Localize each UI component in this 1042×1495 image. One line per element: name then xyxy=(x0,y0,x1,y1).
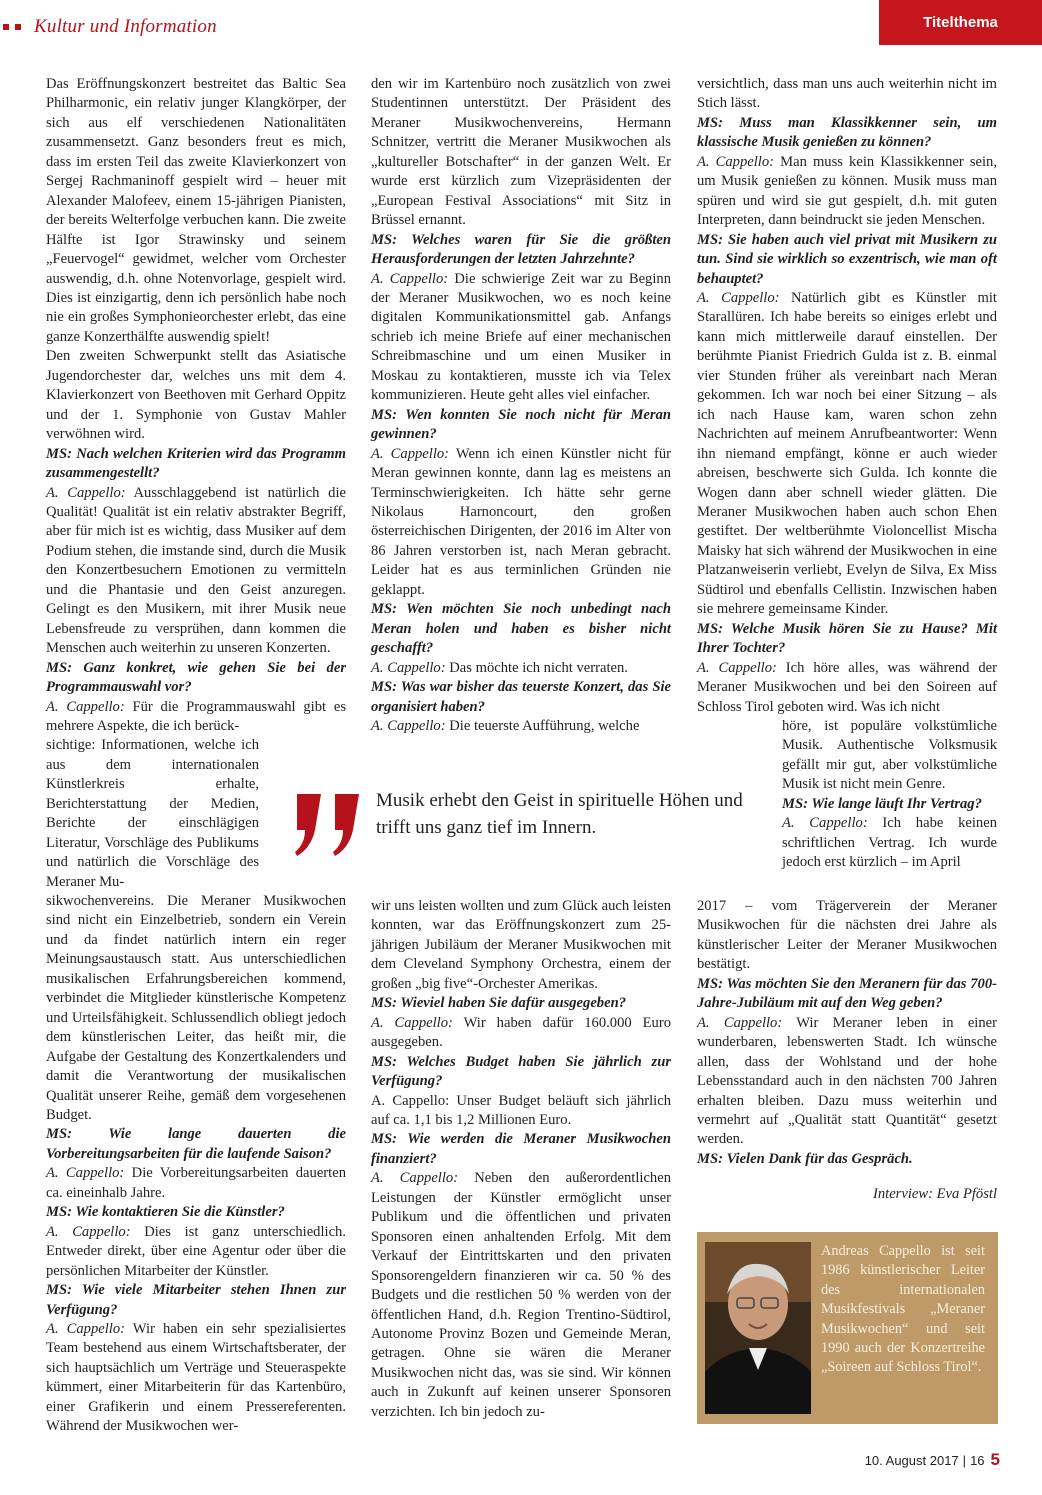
paragraph: versichtlich, dass man uns auch weiterhin nicht im Stich lässt. xyxy=(697,76,997,112)
answer xyxy=(371,717,671,736)
paragraph: Den zweiten Schwerpunkt stellt das Asiatische Jugendorchester dar, welches uns mit dem 4. Klavierkonzert von Beethoven mit Gerhard Oppitz und der 1. Symphonie von Gustav Mahler verwöhnen wird. xyxy=(46,348,346,443)
question: MS: Wieviel haben Sie dafür ausgegeben? xyxy=(371,995,626,1012)
question: MS: Wen möchten Sie noch unbedingt nach Meran holen und haben es bisher nicht geschafft? xyxy=(371,601,671,657)
answer xyxy=(46,484,346,659)
answer xyxy=(46,1223,346,1281)
column-2-top xyxy=(371,75,671,736)
speaker-label: A. Cappello: xyxy=(46,484,126,501)
answer-text: Das möchte ich nicht verraten. xyxy=(445,659,628,676)
answer xyxy=(371,659,671,678)
bio-text: Andreas Cappello ist seit 1986 künstlerischer Leiter des internationalen Musikfestivals „Meraner Musikwochen“ und seit 1990 auch der Konzertreihe „Soireen auf Schloss Tirol“. xyxy=(821,1243,985,1376)
speaker-label: A. Cappello: xyxy=(371,1014,453,1031)
question: MS: Was möchten Sie den Meranern für das 700-Jahre-Jubiläum mit auf den Weg geben? xyxy=(697,975,997,1012)
issue-date: 10. August 2017 xyxy=(864,1453,959,1468)
indented-block xyxy=(782,717,997,873)
header-bullets xyxy=(3,24,31,34)
answer xyxy=(46,698,346,737)
paragraph: Das Eröffnungskonzert bestreitet das Baltic Sea Philharmonic, ein relativ junger Klangkörper, der sich aus elf verschiedenen Nationalitäten zusammensetzt. Ganz besonders freut es mich, dass im ersten Teil das zweite Klavierkonzert von Sergej Rachmaninoff gespielt wird – heuer mit Alexander Malofeev, einem 15-jährigen Pianisten, der bereits Welterfolge verbuchen kann. Die zweite Hälfte ist Igor Strawinsky und seinem „Feuervogel“ gewidmet, welcher vom Orchester auswendig, d.h. ohne Notenvorlage, gespielt wird. Dies ist einzigartig, denn ich persönlich habe noch nie ein großes Symphonieorchester erlebt, das eine ganze Konzerthälfte auswendig spielt! xyxy=(46,76,346,345)
answer-text: Dies ist ganz unterschiedlich. Entweder direkt, über eine Agentur oder über die persönlichen Mitarbeiter der Künstler. xyxy=(46,1223,346,1279)
speaker-label: A. Cappello: xyxy=(46,1223,131,1240)
answer-text: Ausschlaggebend ist natürlich die Qualität! Qualität ist ein relativ abstrakter Begriff, aber für mich ist es wichtig, dass Musiker auf dem Podium stehen, die imstande sind, durch die Musik den Konzertbesuchern Emotionen zu vermitteln und die Phantasie und den Geist anzuregen. Gelingt es den Musikern, mit ihrer Musik neue Lebensfreude zu versprühen, dann kommen die Menschen auch weiterhin zu unseren Konzerten. xyxy=(46,484,346,657)
page-number: 5 xyxy=(990,1450,1000,1469)
answer-text: Die Vorbereitungsarbeiten dauerten ca. eineinhalb Jahre. xyxy=(46,1165,346,1201)
answer-text: Natürlich gibt es Künstler mit Starallüren. Ich habe bereits so einiges erlebt und kann mich mittlerweile darauf einstellen. Der berühmte Pianist Friedrich Gulda ist z. B. einmal vier Stunden früher als vereinbart nach Meran gekommen. Ich war noch bei einer Sitzung – als ich nach Hause kam, waren schon zehn Nachrichten auf meinem Anrufbeantworter: Wenn ihn niemand empfängt, könne er auch wieder abreisen, beschwerte sich Gulda. Ich konnte die Wogen dann aber schnell wieder glätten. Die Meraner Musikwochen haben auch schon Ehen gestiftet. Der weltberühmte Violoncellist Mischa Maisky hat sich während der Musikwochen in eine Platzanweiserin verliebt, Evelyn de Silva, Ex Miss Südtirol und ebenfalls Cellistin. Inzwischen haben sie mehrere gemeinsame Kinder. xyxy=(697,289,997,618)
answer xyxy=(697,1014,997,1150)
answer xyxy=(697,289,997,620)
speaker-label: A. Cappello: xyxy=(371,717,446,734)
answer-text: Wir haben ein sehr spezialisiertes Team bestehend aus einem Wirtschaftsberater, der sich hauptsächlich um Verträge und Steueraspekte kümmert, einer Mitarbeiterin für das Kartenbüro, einer Grafikerin und einem Pressereferenten. Während der Musikwochen wer- xyxy=(46,1321,346,1435)
speaker-label: A. Cappello: xyxy=(697,153,775,170)
answer-text: Ich habe keinen schriftlichen Vertrag. Ich wurde jedoch erst kürzlich – im April xyxy=(782,815,997,871)
speaker-label: A. Cappello: xyxy=(371,1170,459,1187)
answer xyxy=(46,1164,346,1203)
speaker-label: A. Cappello: xyxy=(697,289,780,306)
speaker-label: A. Cappello: xyxy=(46,1321,125,1337)
page-footer: 10. August 2017 | 16 5 xyxy=(864,1450,1000,1469)
paragraph: wir uns leisten wollten und zum Glück auch leisten konnten, war das Eröffnungskonzert zum 25-jährigen Jubiläum der Meraner Musikwochen mit dem Cleveland Symphony Orchestra, einem der großen „big five“-Orchester Amerikas. xyxy=(371,898,671,992)
question: MS: Welche Musik hören Sie zu Hause? Mit Ihrer Tochter? xyxy=(697,620,997,657)
pull-quote: Musik erhebt den Geist in spirituelle Höhen und trifft uns ganz tief im Innern. xyxy=(376,790,743,838)
answer xyxy=(371,445,671,601)
question: MS: Wie kontaktieren Sie die Künstler? xyxy=(46,1204,285,1221)
speaker-label: A. Cappello: xyxy=(46,698,125,715)
section-title: Kultur und Information xyxy=(34,16,217,37)
answer-text: höre, ist populäre volkstümliche Musik. Authentische Volksmusik gefällt mir gut, aber volkstümliche Musik ist nicht mein Genre. xyxy=(782,717,997,793)
answer-text: Wir Meraner leben in einer wunderbaren, lebenswerten Stadt. Ich wünsche allen, dass der Wohlstand und der hohe Lebensstandard auch in den nächsten 700 Jahren erhalten bleiben. Dazu muss weiterhin und vermehrt auf „Qualität statt Quantität“ gesetzt werden. xyxy=(697,1014,997,1148)
column-3-top xyxy=(697,75,997,873)
speaker-label: A. Cappello: xyxy=(371,270,449,287)
answer: A. Cappello: Unser Budget beläuft sich jährlich auf ca. 1,1 bis 1,2 Millionen Euro. xyxy=(371,1092,671,1128)
answer xyxy=(46,1320,346,1437)
answer-text: Man muss kein Klassikkenner sein, um Musik genießen zu können. Musik muss man spüren und wird sie gut gespielt, d.h. mit guten Interpreten, dann beindruckt sie jeden Menschen. xyxy=(697,153,997,229)
question: MS: Ganz konkret, wie gehen Sie bei der Programmauswahl vor? xyxy=(46,659,346,696)
question: MS: Nach welchen Kriterien wird das Programm zusammengestellt? xyxy=(46,445,346,482)
question: MS: Wie lange dauerten die Vorbereitungsarbeiten für die laufende Saison? xyxy=(46,1126,346,1162)
answer-wrapped: sichtige: Informationen, welche ich aus dem internationalen Künstlerkreis erhalte, Berichterstattung der Medien, Berichte der einschlägigen Literatur, Vorschläge des Publikums und natürlich die Vorschläge des Meraner Mu- xyxy=(46,737,259,890)
speaker-label: A. Cappello: xyxy=(697,659,777,676)
question: MS: Wie viele Mitarbeiter stehen Ihnen zur Verfügung? xyxy=(46,1282,346,1318)
paragraph: den wir im Kartenbüro noch zusätzlich von zwei Studentinnen unterstützt. Der Präsident des Meraner Musikwochenvereins, Hermann Schnitzer, vertritt die Meraner Musikwochen als „kultureller Botschafter“ in der ganzen Welt. Er wurde erst kürzlich zum Vizepräsidenten der „European Festival Associations“ mit Sitz in Brüssel ernannt. xyxy=(371,76,671,229)
answer-text: sikwochenvereins. Die Meraner Musikwochen sind nicht ein Einzelbetrieb, sondern ein Verein und da findet natürlich intern ein reger Meinungsaustausch statt. Aus unterschiedlichen musikalischen Erfahrungsbereichen kommend, verbindet die Mitglieder künstlerische Kompetenz und Urteilsfähigkeit. Schlussendlich obliegt jedoch dem künstlerischen Leiter, das heißt mir, die Aufgabe der Gestaltung des Konzertkalenders und damit die Verantwortung der musikalischen Qualität unserer Reihe, gemäß dem vorgesehenen Budget. xyxy=(46,893,346,1124)
answer xyxy=(371,1169,671,1422)
answer-text: Für die Programmauswahl gibt es mehrere Aspekte, die ich berück- xyxy=(46,698,346,734)
column-3-bottom xyxy=(697,897,997,1169)
answer-text: Die teuerste Aufführung, welche xyxy=(445,717,640,734)
speaker-label: A. Cappello: xyxy=(697,1014,783,1031)
answer xyxy=(782,814,997,872)
answer-text: Neben den außerordentlichen Leistungen der Künstler ermöglicht unser Publikum und die öffentlichen und privaten Sponsoren einen anhaltenden Erfolg. Mit dem Verkauf der Eintrittskarten und den privaten Sponsorengeldern finanzieren wir ca. 50 % des Budgets und die restlichen 50 % werden von der öffentlichen Hand, d.h. Region Trentino-Südtirol, Autonome Provinz Bozen und Gemeinde Meran, getragen. Ohne sie wären die Meraner Musikwochen nicht das, was sie sind. Wir können auch in Zukunft auf keinen unserer Sponsoren verzichten. Ich bin jedoch zu- xyxy=(371,1170,671,1420)
column-1 xyxy=(46,75,346,1437)
question: MS: Was war bisher das teuerste Konzert, das Sie organisiert haben? xyxy=(371,679,671,715)
issue-number: 16 xyxy=(970,1453,985,1468)
quote-marks-icon xyxy=(291,790,371,860)
answer-text: Wir haben dafür 160.000 Euro ausgegeben. xyxy=(371,1014,671,1051)
question: MS: Sie haben auch viel privat mit Musikern zu tun. Sind sie wirklich so exzentrisch, wie man oft behauptet? xyxy=(697,231,997,287)
speaker-label: A. Cappello: xyxy=(46,1165,125,1182)
speaker-label: A. Cappello: xyxy=(371,659,446,676)
answer xyxy=(371,1014,671,1053)
portrait-photo xyxy=(705,1242,811,1414)
question: MS: Wie lange läuft Ihr Vertrag? xyxy=(782,795,982,812)
column-2-bottom xyxy=(371,897,671,1422)
question: MS: Welches Budget haben Sie jährlich zur Verfügung? xyxy=(371,1053,671,1090)
bio-box xyxy=(697,1232,998,1424)
answer xyxy=(697,153,997,231)
answer-text: Die schwierige Zeit war zu Beginn der Meraner Musikwochen, wo es noch keine digitalen Kommunikationsmittel gab. Anfangs schrieb ich meine Briefe auf einer mechanischen Schreibmaschine und um einen Musiker in Moskau zu kontaktieren, musste ich via Telex kommunizieren. Heute geht alles viel einfacher. xyxy=(371,270,671,404)
topic-tab: Titelthema xyxy=(879,0,1042,45)
answer-text: Wenn ich einen Künstler nicht für Meran gewinnen konnte, dann lag es meistens an Terminschwierigkeiten. Ich hätte sehr gerne Nikolaus Harnoncourt, den großen österreichischen Dirigenten, der 2016 im Alter von 86 Jahren verstorben ist, nach Meran gebracht. Leider hat es aus terminlichen Gründen nie geklappt. xyxy=(371,445,671,598)
question: MS: Wen konnten Sie noch nicht für Meran gewinnen? xyxy=(371,406,671,443)
question: MS: Welches waren für Sie die größten Herausforderungen der letzten Jahrzehnte? xyxy=(371,231,671,268)
answer-text: Ich höre alles, was während der Meraner Musikwochen und bei den Soireen auf Schloss Tirol geboten wird. Was ich nicht xyxy=(697,659,997,715)
answer xyxy=(697,659,997,717)
speaker-label: A. Cappello: xyxy=(371,445,450,462)
question: MS: Muss man Klassikkenner sein, um klassische Musik genießen zu können? xyxy=(697,114,997,151)
question: MS: Vielen Dank für das Gespräch. xyxy=(697,1150,913,1167)
paragraph: 2017 – vom Trägerverein der Meraner Musikwochen für die nächsten drei Jahre als künstlerischer Leiter der Meraner Musikwochen bestätigt. xyxy=(697,898,997,973)
question: MS: Wie werden die Meraner Musikwochen finanziert? xyxy=(371,1131,671,1167)
answer xyxy=(371,270,671,406)
interview-credit: Interview: Eva Pföstl xyxy=(872,1186,997,1202)
speaker-label: A. Cappello: xyxy=(782,815,868,832)
